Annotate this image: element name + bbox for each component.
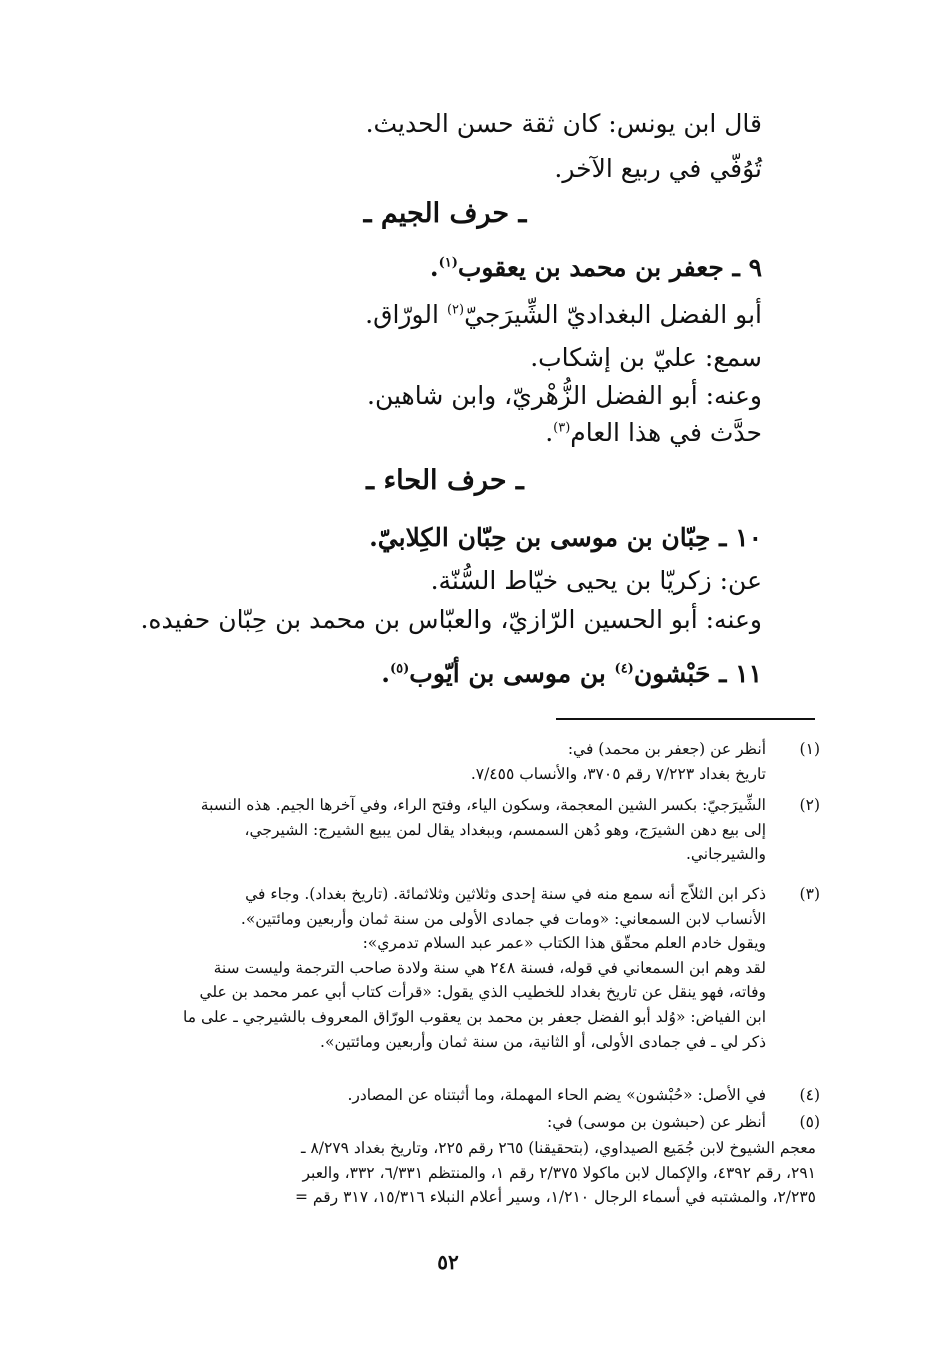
footnote-3-number: (٣)	[799, 885, 820, 903]
main-line-4	[365, 297, 762, 333]
entry-10-title	[369, 520, 762, 556]
entry-9-title-tail: .	[429, 253, 439, 282]
entry-11-title-tail: .	[381, 659, 390, 688]
main-line-11	[140, 602, 762, 638]
section-heading-haa-text: ـ حرف الحاء ـ	[366, 465, 524, 496]
section-heading-jeem	[360, 195, 530, 233]
footnote-1-number: (١)	[799, 740, 820, 758]
main-line-1-text: قال ابن يونس: كان ثقة حسن الحديث.	[365, 109, 762, 138]
footnote-2-number: (٢)	[799, 796, 820, 814]
footnote-5-number: (٥)	[799, 1113, 820, 1131]
main-line-5	[530, 340, 762, 376]
footnote-3-line-5: وفاته، فهو ينقل عن تاريخ بغداد للخطيب الذي يقول: «قرأت كتاب أبي عمر محمد بن علي	[199, 983, 766, 1002]
entry-9-title-text: ٩ ـ جعفر بن محمد بن يعقوب	[457, 253, 762, 282]
footnote-ref-2: (٢)	[446, 302, 465, 318]
footnote-ref-4: (٤)	[614, 661, 634, 677]
footnote-3-line-6: ابن الفياض: «وُلد أبو الفضل جعفر بن محمد بن يعقوب الورّاق المعروف بالشيرجي ـ على ما	[183, 1007, 766, 1026]
footnote-3-line-3: ويقول خادم العلم محقّق هذا الكتاب «عمر عبد السلام تدمري»:	[362, 934, 766, 953]
main-line-6	[367, 378, 762, 414]
main-line-11-text: وعنه: أبو الحسين الرّازيّ، والعبّاس بن محمد بن حِبّان حفيده.	[140, 605, 762, 634]
footnote-3-line-7: ذكر لي ـ في جمادى الأولى، أو الثانية، من سنة ثمان وأربعين ومائتين».	[320, 1032, 766, 1051]
section-heading-haa	[360, 462, 530, 500]
main-line-2-text: تُوُفّي في ربيع الآخر.	[554, 154, 762, 183]
footnote-3-line-4: لقد وهم ابن السمعاني في قوله، فسنة ٢٤٨ هي سنة ولادة صاحب الترجمة وليست سنة	[213, 958, 766, 977]
footnote-3-line-1: ذكر ابن الثلاّج أنه سمع منه في سنة إحدى وثلاثين وثلاثمائة. (تاريخ بغداد). وجاء في	[245, 885, 766, 903]
main-line-1	[366, 106, 762, 142]
main-line-6-text: وعنه: أبو الفضل الزُّهْريّ، وابن شاهين.	[367, 381, 762, 410]
main-line-10	[431, 563, 762, 599]
footnote-5-line-1: أنظر عن (حبشون بن موسى) في:	[546, 1113, 766, 1131]
footnote-1	[96, 737, 766, 786]
footnote-5-continuation	[96, 1136, 816, 1210]
footnote-divider	[556, 718, 815, 720]
footnote-5-line-4: ٢/٢٣٥، والمشتبه في أسماء الرجال ١/٢١٠، وسير أعلام النبلاء ١٥/٣١٦، ٣١٧ رقم =	[295, 1188, 816, 1207]
footnote-2	[96, 793, 766, 867]
footnote-2-line-1: الشِّيرَجيّ: بكسر الشين المعجمة، وسكون الياء، وفتح الراء، وفي آخرها الجيم. هذه النسبة	[200, 796, 766, 814]
footnote-ref-1: (١)	[438, 255, 458, 271]
entry-9-title	[430, 250, 762, 286]
footnote-3-line-2: الأنساب لابن السمعاني: «ومات في جمادى الأولى من سنة ثمان وأربعين ومائتين».	[240, 909, 766, 928]
entry-11-title	[381, 656, 762, 692]
main-line-7-text: حدَّث في هذا العام	[570, 418, 762, 447]
main-line-10-text: عن: زكريّا بن يحيى خيّاط السُّنّة.	[430, 566, 762, 595]
footnote-3	[96, 882, 766, 1054]
main-line-7	[545, 415, 762, 451]
main-line-2	[554, 151, 762, 187]
footnote-5-line-3: ٢٩١، رقم ٤٣٩٢، والإكمال لابن ماكولا ٢/٣٧٥ رقم ١، والمنتظم ٦/٣٣١، ٣٣٢، والعبر	[302, 1163, 816, 1182]
footnote-4	[96, 1083, 766, 1108]
footnote-5-line-2: معجم الشيوخ لابن جُمَيع الصيداوي، (بتحقيقنا) ٢٦٥ رقم ٢٢٥، وتاريخ بغداد ٨/٢٧٩ ـ	[301, 1139, 816, 1157]
main-line-5-text: سمع: عليّ بن إشكاب.	[530, 343, 762, 372]
entry-11-title-text: ١١ ـ حَبْشون	[633, 659, 762, 688]
footnote-4-line-1: في الأصل: «حُبْشون» يضم الحاء المهملة، وما أثبتناه عن المصادر.	[347, 1086, 766, 1104]
page-number: ٥٢	[437, 1250, 459, 1274]
main-line-4-text: أبو الفضل البغداديّ الشِّيرَجيّ	[464, 300, 762, 329]
section-heading-jeem-text: ـ حرف الجيم ـ	[363, 198, 527, 229]
entry-10-title-text: ١٠ ـ حِبّان بن موسى بن حِبّان الكِلابيّ.	[369, 523, 762, 552]
footnote-2-line-3: والشيرجاني.	[685, 845, 766, 864]
entry-11-title-mid: بن موسى بن أيّوب	[409, 659, 615, 688]
main-line-7-tail: .	[545, 418, 554, 447]
footnote-5	[96, 1110, 766, 1135]
footnote-ref-3: (٣)	[553, 420, 571, 436]
footnote-ref-5: (٥)	[389, 661, 410, 677]
footnote-4-number: (٤)	[799, 1086, 820, 1104]
footnote-2-line-2: إلى بيع دهن الشيرَج، وهو دُهن السمسم، وببغداد يقال لمن يبيع الشيرج: الشيرجي،	[244, 820, 766, 839]
footnote-1-line-2: تاريخ بغداد ٧/٢٢٣ رقم ٣٧٠٥، والأنساب ٧/٤٥٥.	[470, 764, 766, 783]
main-line-4-tail: الورّاق.	[365, 300, 447, 329]
footnote-1-line-1: أنظر عن (جعفر بن محمد) في:	[567, 740, 766, 758]
